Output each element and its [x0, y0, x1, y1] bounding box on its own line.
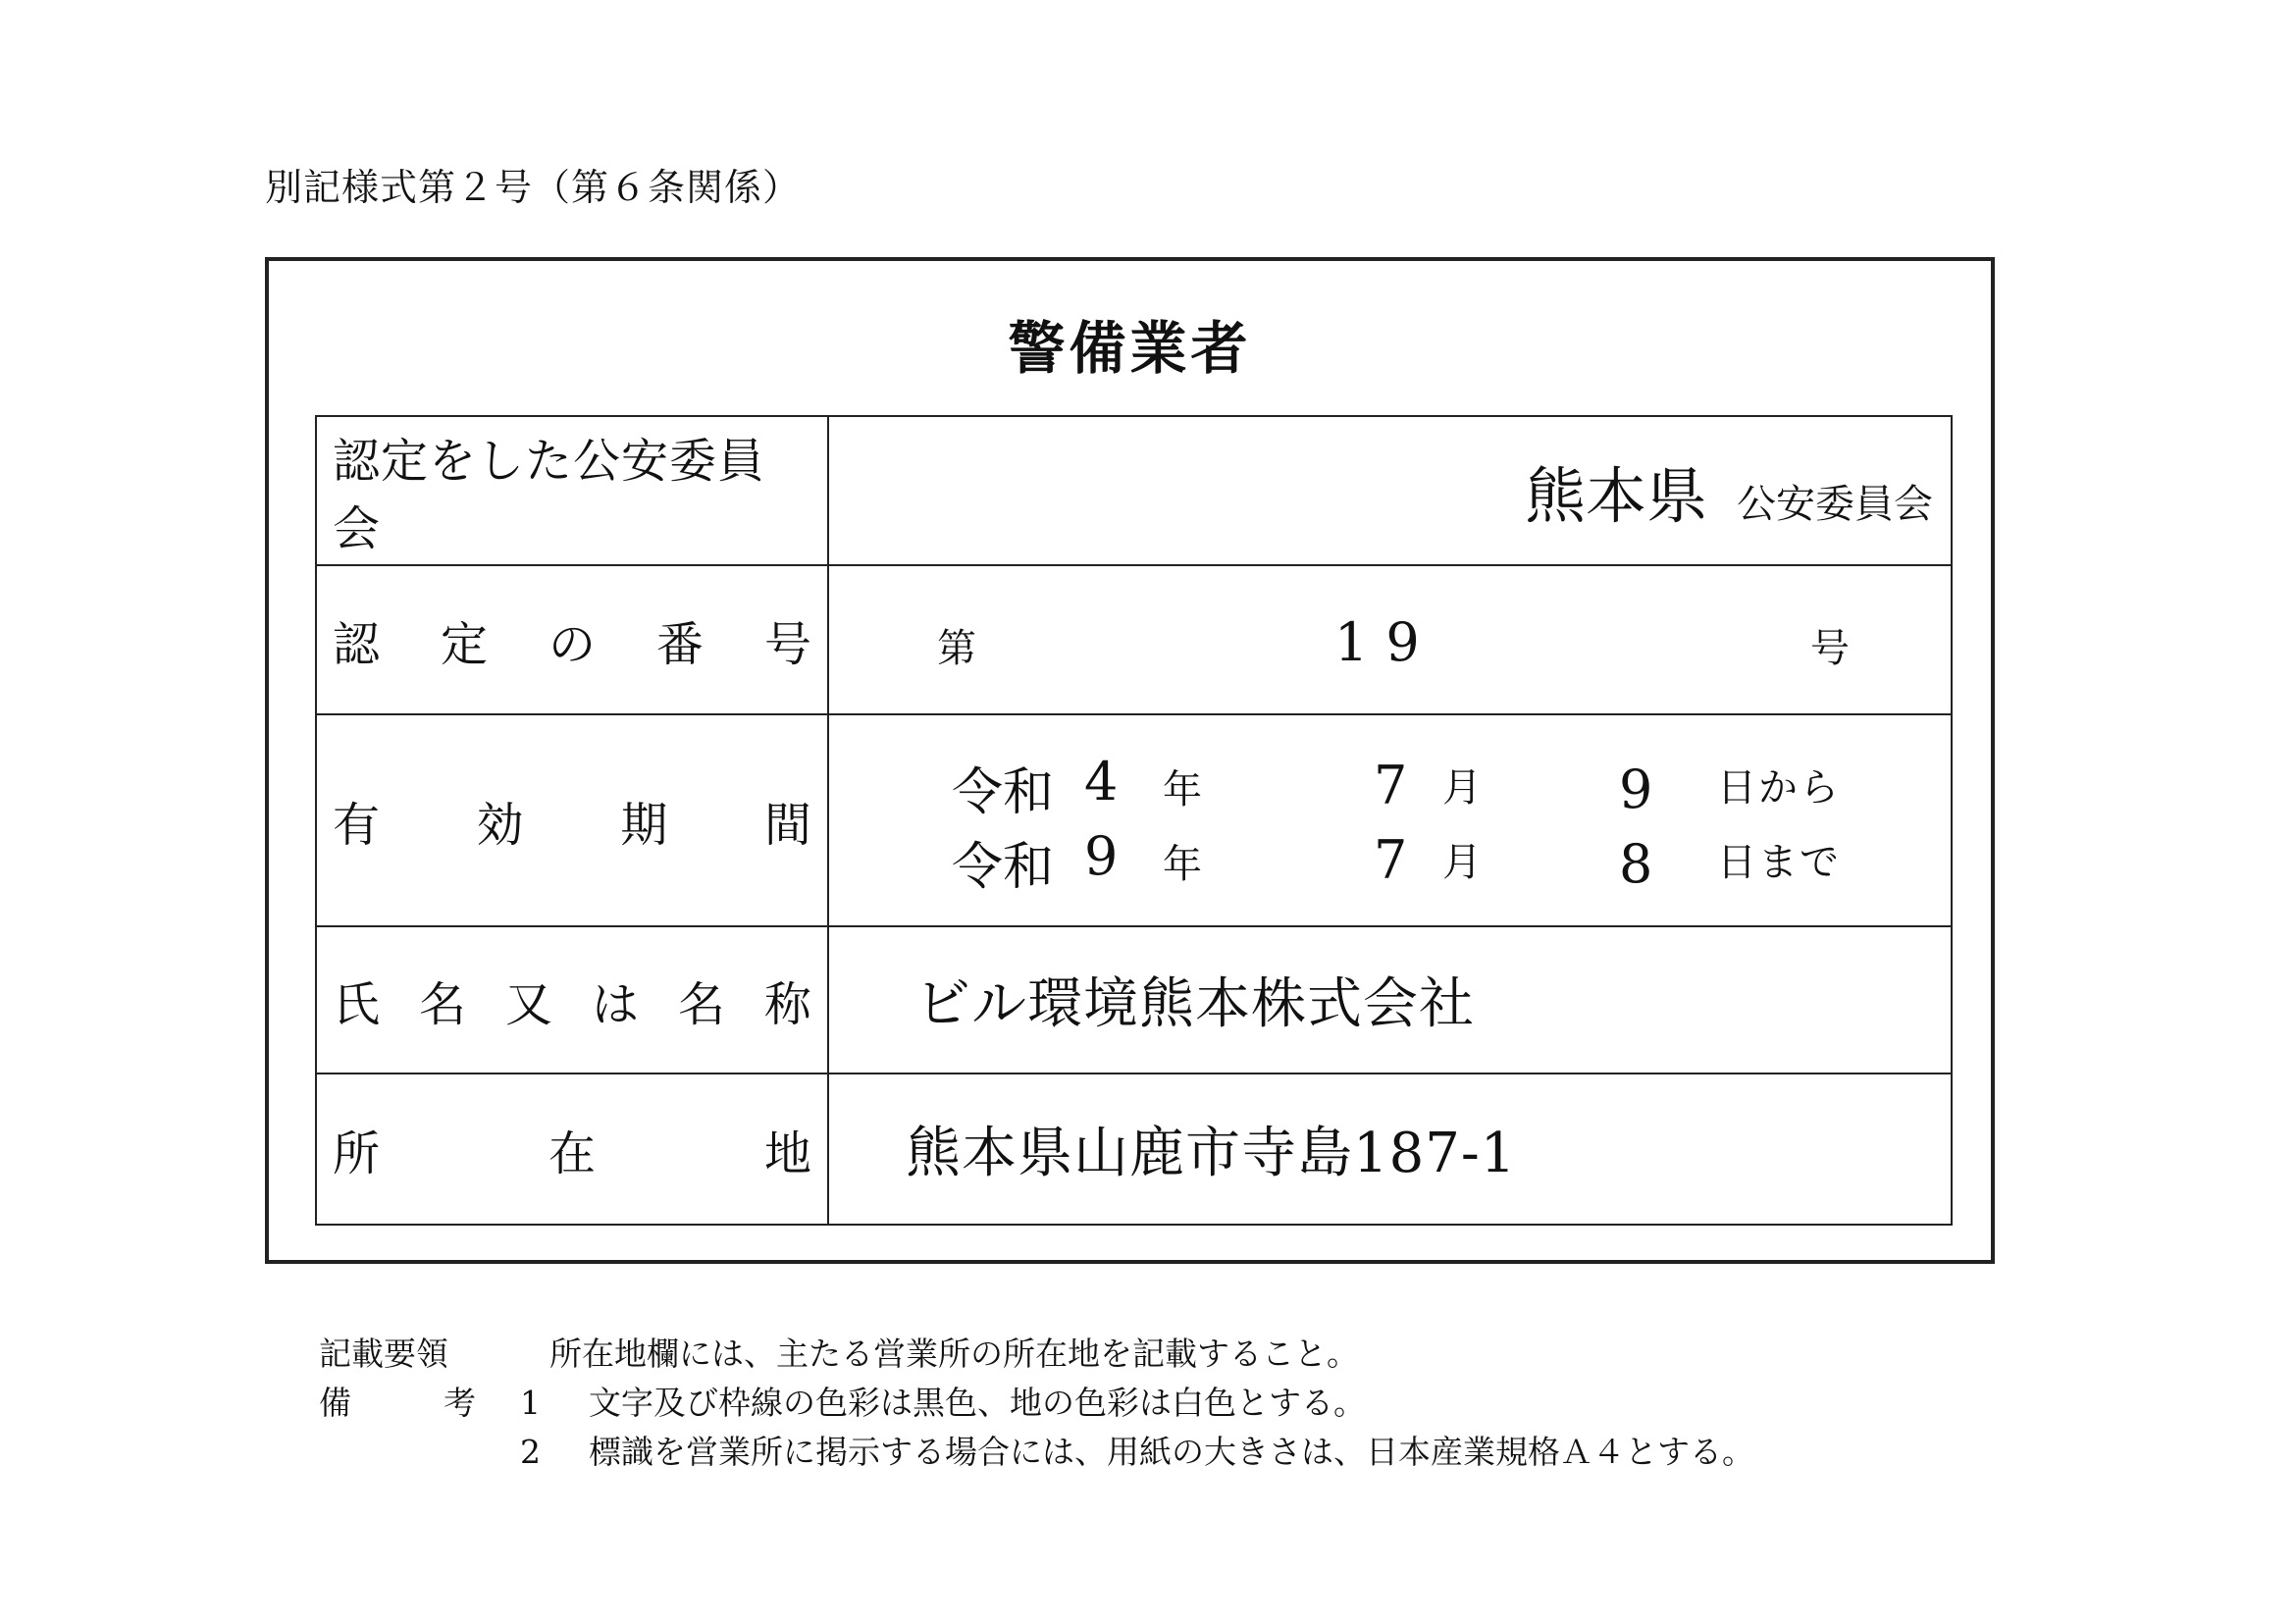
value-cell-authority [828, 416, 1952, 565]
label-char: 在 [548, 1126, 596, 1181]
label-cell-address [316, 1073, 828, 1225]
row-authority [316, 416, 1952, 565]
label-char: 称 [763, 976, 811, 1032]
period-to [829, 817, 1951, 896]
label-char: 所 [333, 1126, 381, 1181]
remark-text: 文字及び枠線の色彩は黒色、地の色彩は白色とする。 [589, 1384, 1366, 1422]
to-day-suffix: 日まで [1717, 840, 1841, 885]
row-address [316, 1073, 1952, 1225]
remarks-heading [319, 1379, 476, 1428]
company-name: ビル環境熊本株式会社 [915, 972, 1475, 1036]
value-cell-number [828, 565, 1952, 714]
label-char: 又 [504, 976, 552, 1032]
label-char: 期 [620, 797, 668, 853]
row-number [316, 565, 1952, 714]
to-year: 9 [1084, 825, 1119, 887]
from-day-suffix: 日から [1717, 765, 1841, 811]
label-char: 定 [440, 616, 488, 672]
instructions-heading: 記載要領 [319, 1335, 448, 1373]
label-char: 号 [763, 616, 811, 672]
sign-title: 警備業者 [1008, 315, 1252, 382]
remark-text: 標識を営業所に掲示する場合には、用紙の大きさは、日本産業規格Ａ４とする。 [589, 1433, 1754, 1471]
row-period [316, 714, 1952, 926]
authority-label: 認定をした公安委員会 [333, 434, 766, 556]
to-era: 令和 [952, 838, 1055, 897]
label-char: 地 [763, 1126, 811, 1181]
label-cell-period [316, 714, 828, 926]
number-label [317, 606, 827, 674]
number-suffix: 号 [1810, 626, 1850, 671]
from-month: 7 [1374, 755, 1408, 816]
from-era: 令和 [952, 763, 1055, 822]
label-cell-authority [316, 416, 828, 565]
to-month-unit: 月 [1442, 840, 1482, 885]
remarks-heading-char: 備 [319, 1384, 351, 1422]
label-char: 名 [418, 976, 466, 1032]
company-address: 熊本県山鹿市寺島187-1 [906, 1122, 1517, 1185]
row-name [316, 926, 1952, 1073]
from-month-unit: 月 [1442, 765, 1482, 811]
remarks-heading-char: 考 [444, 1384, 476, 1422]
sign-table [315, 415, 1953, 1226]
from-year: 4 [1084, 751, 1119, 812]
to-year-unit: 年 [1163, 842, 1202, 887]
value-cell-period [828, 714, 1952, 926]
to-day: 8 [1619, 833, 1653, 895]
label-char: は [591, 976, 639, 1032]
from-year-unit: 年 [1163, 767, 1202, 812]
address-label [317, 1116, 827, 1183]
authority-prefecture: 熊本県 [1524, 459, 1707, 532]
remark-number: 1 [520, 1384, 541, 1422]
label-cell-name [316, 926, 828, 1073]
label-char: 名 [677, 976, 725, 1032]
name-label [317, 967, 827, 1034]
label-char: 認 [333, 616, 381, 672]
label-char: の [548, 616, 596, 672]
from-day: 9 [1619, 759, 1653, 820]
certification-number: 19 [1334, 611, 1437, 673]
label-char: 番 [655, 616, 704, 672]
label-char: 効 [476, 797, 524, 853]
authority-suffix: 公安委員会 [1737, 481, 1933, 527]
number-prefix: 第 [937, 626, 976, 671]
remark-number: 2 [520, 1433, 541, 1471]
value-cell-name [828, 926, 1952, 1073]
label-char: 氏 [333, 976, 381, 1032]
period-label [317, 787, 827, 855]
form-number: 別記様式第２号（第６条関係） [265, 166, 802, 209]
label-cell-number [316, 565, 828, 714]
label-char: 有 [333, 797, 381, 853]
sign-frame [265, 257, 1995, 1264]
period-from [829, 743, 1951, 821]
instructions-text: 所在地欄には、主たる営業所の所在地を記載すること。 [549, 1335, 1359, 1373]
to-month: 7 [1374, 829, 1408, 891]
label-char: 間 [763, 797, 811, 853]
value-cell-address [828, 1073, 1952, 1225]
